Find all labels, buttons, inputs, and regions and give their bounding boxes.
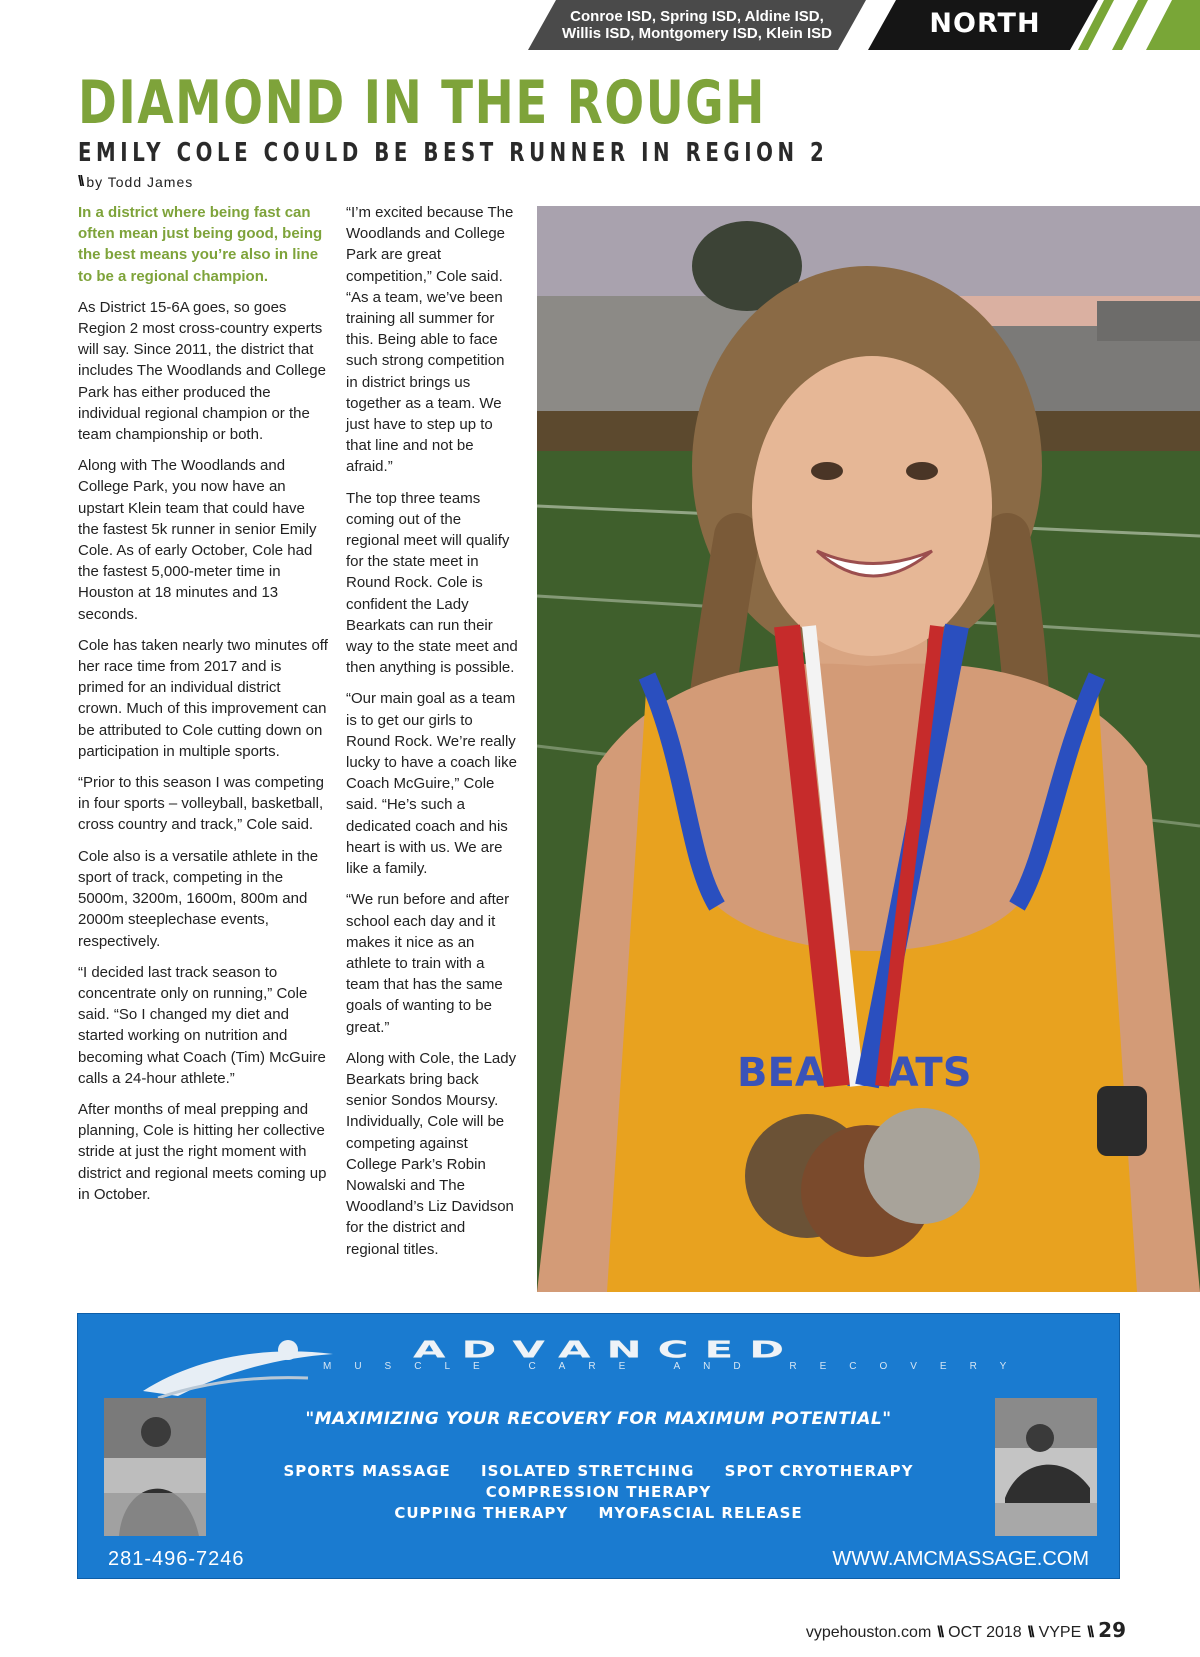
lead-paragraph: In a district where being fast can often mean just being good, being the best means you’re also in line to be a regional champion. (78, 204, 323, 285)
ad-service: COMPRESSION THERAPY (485, 1483, 712, 1501)
ad-service: CUPPING THERAPY (394, 1504, 569, 1522)
article-column-2 (346, 202, 518, 1270)
byline (78, 173, 193, 190)
body-paragraph: Along with The Woodlands and College Park, you now have an upstart Klein team that could have the fastest 5k runner in senior Emily Cole. As of early October, Cole had the fastest 5,000-meter time in Houston at 18 minutes and 13 seconds. (78, 457, 317, 623)
footer-site[interactable]: vypehouston.com (805, 1624, 932, 1641)
body-paragraph: “I’m excited because The Woodlands and College Park are great competition,” Cole said. “As a team, we’ve been training all summer for this. Being able to face such strong competition in district brings us together as a team. We just have to step up to that line and not be afraid.” (346, 204, 514, 476)
accent-stripe (1146, 0, 1200, 50)
ad-service: SPORTS MASSAGE (283, 1462, 451, 1480)
slash-separator-icon: \\ (1087, 1624, 1093, 1641)
body-paragraph: The top three teams coming out of the regional meet will qualify for the state meet in Round Rock. Cole is confident the Lady Bearkats can run their way to the state meet and then anything is possible. (346, 489, 518, 677)
district-list (528, 8, 866, 42)
ad-service: MYOFASCIAL RELEASE (598, 1504, 803, 1522)
article-column-1 (78, 202, 328, 1215)
jersey-text: BEARKATS (737, 1050, 972, 1096)
accent-stripe (1112, 0, 1148, 50)
author: by Todd James (86, 173, 194, 190)
advertisement[interactable] (77, 1313, 1120, 1579)
ad-services-row (78, 1504, 1119, 1522)
region-label: NORTH (929, 8, 1041, 39)
body-paragraph: As District 15-6A goes, so goes Region 2 most cross-country experts will say. Since 2011, the district that includes The Woodlands and College Park has either produced the individual regional champion or the team championship or both. (78, 298, 326, 444)
ad-service: ISOLATED STRETCHING (481, 1462, 695, 1480)
ad-brand-subtitle: MUSCLE CARE AND RECOVERY (323, 1361, 1030, 1372)
ad-phone-number[interactable]: 281-496-7246 (108, 1548, 245, 1570)
body-paragraph: Cole has taken nearly two minutes off her race time from 2017 and is primed for an individual district crown. Much of this improvement can be attributed to Cole cutting down on participation in multiple sports. (78, 636, 328, 760)
body-paragraph: Cole also is a versatile athlete in the sport of track, competing in the 5000m, 3200m, 1600m, 800m and 2000m steeplechase events, respectively. (78, 847, 319, 950)
slash-separator-icon: \\ (937, 1624, 943, 1641)
district-line-2: Willis ISD, Montgomery ISD, Klein ISD (562, 25, 832, 42)
slash-separator-icon: \\ (1027, 1624, 1033, 1641)
body-paragraph: “I decided last track season to concentrate only on running,” Cole said. “So I changed my diet and started working on nutrition and becoming what Coach (Tim) McGuire calls a 24-hour athlete.” (78, 963, 326, 1087)
ad-services-row (78, 1483, 1119, 1501)
footer-magazine: VYPE (1038, 1624, 1082, 1641)
slash-separator-icon: \\ (78, 173, 83, 190)
footer-issue: OCT 2018 (948, 1624, 1022, 1641)
ad-tagline: "MAXIMIZING YOUR RECOVERY FOR MAXIMUM POTENTIAL" (305, 1409, 892, 1429)
ad-brand-name: ADVANCED (413, 1336, 801, 1363)
page-number: 29 (1098, 1618, 1126, 1642)
ad-website-link[interactable]: WWW.AMCMASSAGE.COM (832, 1548, 1089, 1570)
body-paragraph: “Our main goal as a team is to get our girls to Round Rock. We’re really lucky to have a coach like Coach McGuire,” Cole said. “He’s such a dedicated coach and his heart is with us. We are like a family. (346, 690, 517, 878)
article-subheadline: EMILY COLE COULD BE BEST RUNNER IN REGION 2 (78, 138, 829, 168)
body-paragraph: “Prior to this season I was competing in four sports – volleyball, basketball, cross country and track,” Cole said. (78, 774, 324, 834)
body-paragraph: “We run before and after school each day and it makes it nice as an athlete to train with a team that has the same goals of wanting to be great.” (346, 891, 510, 1036)
body-paragraph: Along with Cole, the Lady Bearkats bring back senior Sondos Moursy. Individually, Cole will be competing against College Park’s Robin Nowalski and The Woodland’s Liz Davidson for the district and regional titles. (346, 1049, 517, 1258)
district-line-1: Conroe ISD, Spring ISD, Aldine ISD, (570, 8, 824, 25)
ad-service: SPOT CRYOTHERAPY (724, 1462, 914, 1480)
swoosh-logo-icon (138, 1336, 338, 1406)
article-headline: DIAMOND IN THE ROUGH (78, 68, 766, 138)
body-paragraph: After months of meal prepping and planning, Cole is hitting her collective stride at just the right moment with district and regional meets coming up in October. (78, 1100, 327, 1203)
page-footer (806, 1618, 1126, 1642)
athlete-photo (537, 206, 1200, 1292)
ad-services-row (78, 1462, 1119, 1480)
